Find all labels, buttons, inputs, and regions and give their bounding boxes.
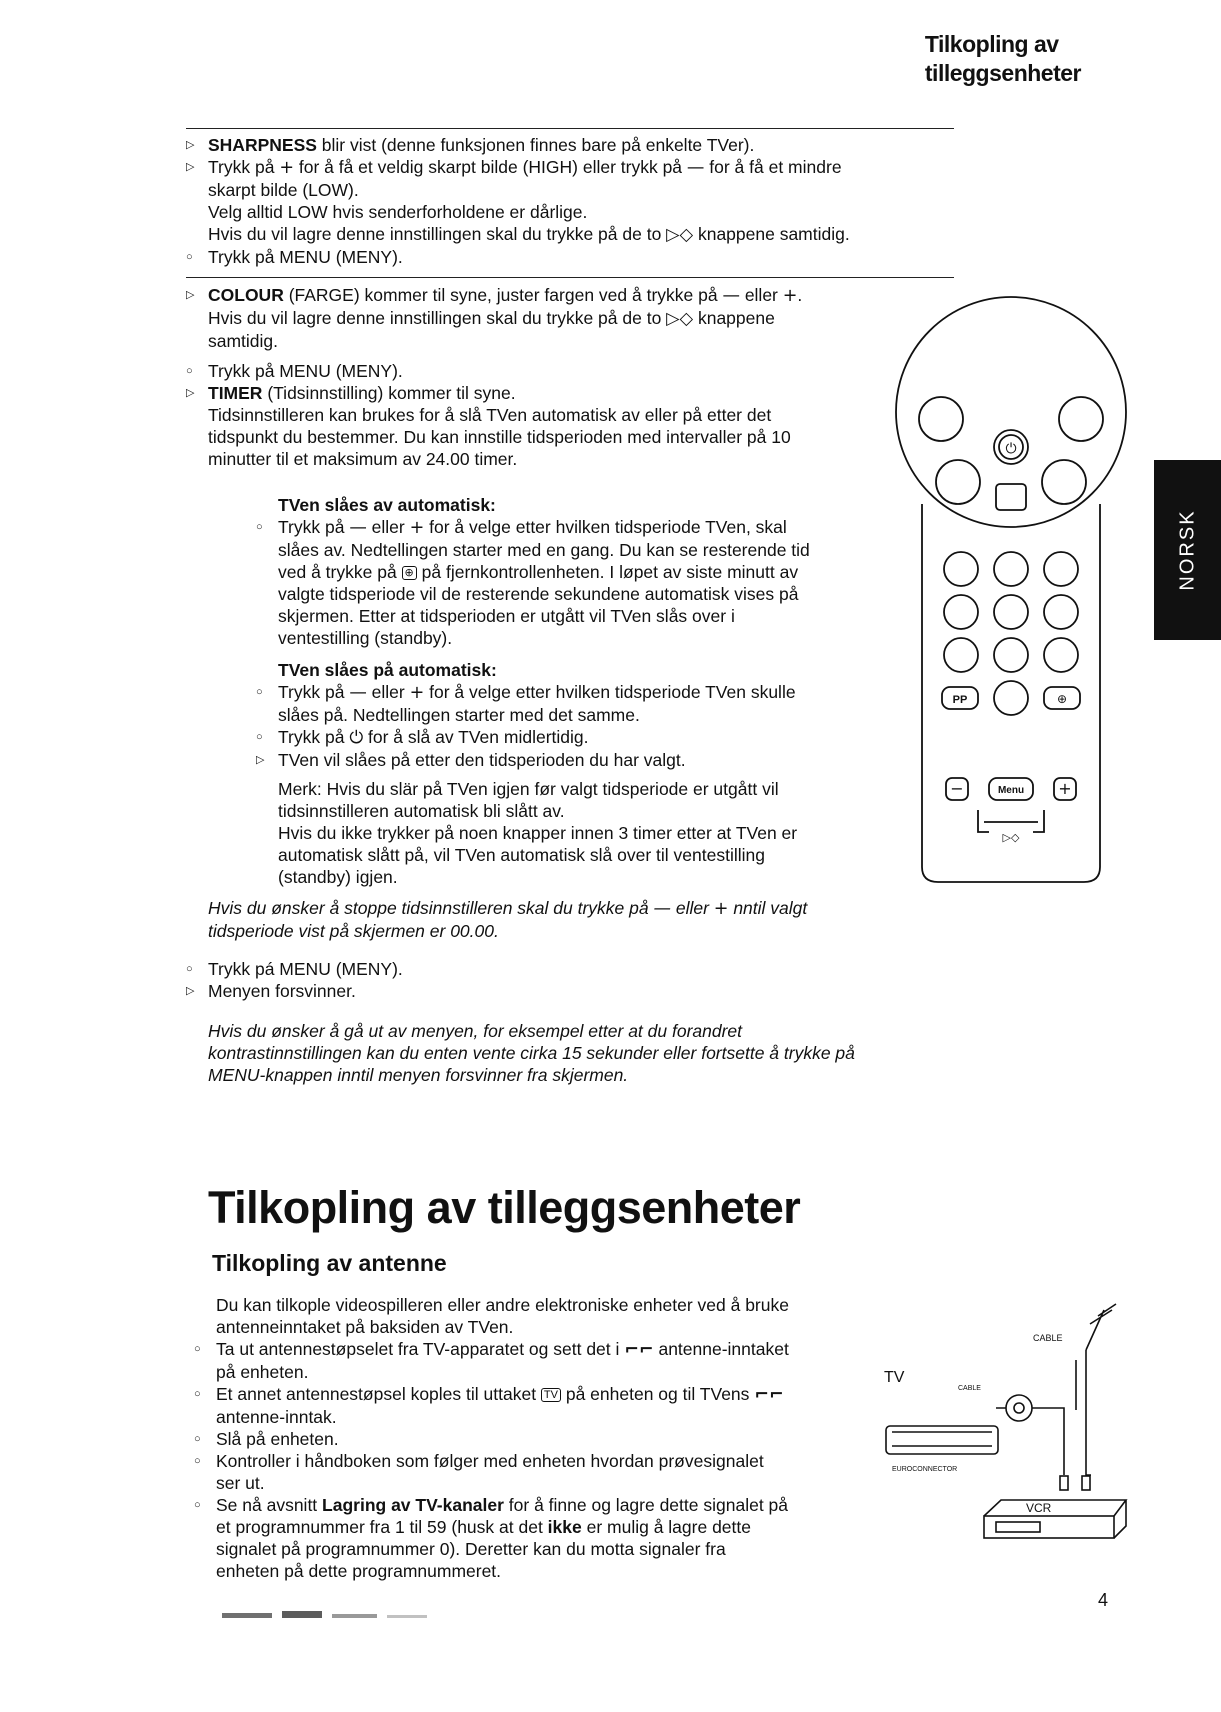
button-top-left <box>919 397 963 441</box>
scan-artifact <box>222 1607 452 1623</box>
antenna-connection-diagram <box>876 1300 1146 1540</box>
svg-text:⊕: ⊕ <box>1056 692 1068 706</box>
number-pad <box>944 552 1078 715</box>
antenna-body: Du kan tilkople videospilleren eller andre elektroniske enheter ved å bruke antenneinntaket på baksiden av TVen. <box>216 1295 789 1337</box>
page-number: 4 <box>1098 1590 1109 1610</box>
section-title: Tilkopling av tilleggsenheter <box>208 1182 801 1233</box>
antenna-socket <box>1006 1395 1032 1421</box>
divider <box>186 128 954 129</box>
menu-end-block: ○ Trykk pá MENU (MENY). ▷ Menyen forsvinner. <box>186 959 403 1001</box>
svg-text:TV: TV <box>884 1369 905 1386</box>
svg-text:Menu: Menu <box>997 785 1025 796</box>
header-line-1: Tilkopling av <box>924 31 1059 57</box>
button-mid-left <box>936 460 980 504</box>
sharpness-block: ▷ SHARPNESS blir vist (denne funksjonen finnes bare på enkelte TVer). ▷ Trykk på + for å få et veldig skarpt bilde (HIGH) eller trykk på — for å få et mindre skarpt bilde (LOW). Velg alltid LOW hvis senderforholdene er dårlige. Hvis du vil lagre denne innstillingen skal du trykke på de to ▷◇ knappene samtidig. ○ Trykk på MENU (MENY). <box>186 135 850 267</box>
svg-text:CABLE: CABLE <box>1033 1333 1063 1343</box>
colour-timer-block: ▷ COLOUR (FARGE) kommer til syne, juster fargen ved å trykke på — eller +. Hvis du vil lagre denne innstillingen skal du trykke på de to ▷◇ knappene samtidig. ○ Trykk på MENU (MENY). ▷ TIMER (Tidsinnstilling) kommer til syne. Tidsinnstilleren kan brukes for å slå TVen automatisk av eller på etter det tidspunkt du bestemmer. Du kan innstille tidsperioden med intervaller på 10 minutter til et maksimum av 24.00 timer. <box>186 285 803 469</box>
antenna-symbol <box>1086 1304 1116 1350</box>
svg-text:PP: PP <box>952 694 968 706</box>
antenna-steps: ○ Ta ut antennestøpselet fra TV-apparatet og sett det i ⌐⌐ antenne-inntaket på enheten. ○ Et annet antennestøpsel koples til uttaket TV på enheten og til TVens ⌐⌐ antenne-inntak. ○ Slå på enheten. ○ Kontroller i håndboken som følger med enheten hvordan prøvesignalet ser ut. ○ Se nå avsnitt Lagring av TV-kanaler for å finne og lagre dette signalet på et programnummer fra 1 til 59 (husk at det ikke er mulig å lagre dette signalet på programnummer 0). Deretter kan du motta signaler fra enheten på dette programnummeret. <box>194 1339 789 1581</box>
svg-text:▷◇: ▷◇ <box>1002 831 1020 844</box>
divider <box>186 277 954 278</box>
section-subtitle: Tilkopling av antenne <box>212 1250 447 1276</box>
svg-text:VCR: VCR <box>1026 1501 1052 1515</box>
svg-text:⏻: ⏻ <box>1005 441 1017 457</box>
svg-text:EUROCONNECTOR: EUROCONNECTOR <box>892 1466 958 1473</box>
button-top-right <box>1059 397 1103 441</box>
remote-round-head <box>896 297 1126 527</box>
vcr-box <box>984 1516 1114 1538</box>
svg-text:CABLE: CABLE <box>958 1385 981 1392</box>
italic-note-2: Hvis du ønsker å gå ut av menyen, for eksempel etter at du forandret kontrastinnstillingen kan du enten vente cirka 15 sekunder eller fortsette å trykke på MENU-knappen inntil menyen forsvinner fra skjermen. <box>208 1021 855 1085</box>
auto-off-title: TVen slåes av automatisk: <box>278 495 496 515</box>
auto-off-block: TVen slåes av automatisk: ○ Trykk på — eller + for å velge etter hvilken tidsperiode TVen, skal slåes av. Nedtellingen starter med en gang. Du kan se resterende tid ved å trykke på ⊕ på fjernkontrollenheten. I løpet av siste minutt av valgte tidsperiode vil de resterende sekundene automatisk vises på skjermen. Etter at tidsperioden er utgått vil TVen slås over i ventestilling (standby). <box>256 494 896 649</box>
header-line-2: tilleggsenheter <box>924 60 1081 86</box>
remote-body <box>922 504 1100 882</box>
running-header <box>925 30 1081 88</box>
note-block: Merk: Hvis du slär på TVen igjen før valgt tidsperiode er utgått vil tidsinnstilleren automatisk bli slått av. Hvis du ikke trykker på noen knapper innen 3 timer etter at TVen er automatisk slått på, vil TVen automatisk slå over til ventestilling (standby) igjen. <box>278 779 798 887</box>
svg-text:−: − <box>950 779 964 798</box>
svg-text:+: + <box>1058 779 1072 798</box>
remote-control-illustration <box>886 292 1136 892</box>
italic-note-1: Hvis du ønsker å stoppe tidsinnstilleren skal du trykke på — eller + nntil valgt tidsperiode vist på skjermen er 00.00. <box>208 898 808 941</box>
button-mid-right <box>1042 460 1086 504</box>
button-square <box>996 484 1026 510</box>
scart-connector <box>886 1426 998 1454</box>
auto-on-block: TVen slåes på automatisk: ○ Trykk på — eller + for å velge etter hvilken tidsperiode TVen skulle slåes på. Nedtellingen starter med det samme. ○ Trykk på ⏻ for å slå av TVen midlertidig. ▷ TVen vil slåes på etter den tidsperioden du har valgt. <box>256 659 896 771</box>
language-tab: NORSK <box>1154 460 1221 640</box>
auto-on-title: TVen slåes på automatisk: <box>278 660 497 680</box>
